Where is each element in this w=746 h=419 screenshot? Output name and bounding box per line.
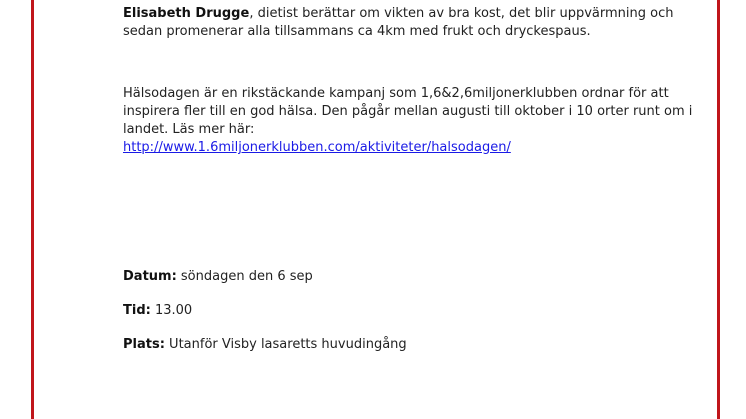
campaign-paragraph xyxy=(123,85,698,157)
time-value: 13.00 xyxy=(150,303,193,318)
event-date xyxy=(123,268,698,286)
place-value: Utanför Visby lasaretts huvudingång xyxy=(164,337,407,352)
intro-paragraph xyxy=(123,5,698,41)
read-more-link[interactable]: http://www.1.6miljonerklubben.com/aktiviteter/halsodagen/ xyxy=(123,140,511,155)
place-label: Plats: xyxy=(123,337,165,352)
event-time xyxy=(123,302,698,320)
intro-text: , dietist berättar om vikten av bra kost, det blir uppvärmning och sedan promenerar alla tillsammans ca 4km med frukt och dryckespaus. xyxy=(123,6,674,39)
date-value: söndagen den 6 sep xyxy=(176,269,313,284)
speaker-name: Elisabeth Drugge xyxy=(123,6,250,21)
content-frame xyxy=(31,0,720,419)
campaign-text: Hälsodagen är en rikstäckande kampanj som 1,6&2,6miljonerklubben ordnar för att inspirera fler till en god hälsa. Den pågår mellan augusti till oktober i 10 orter runt om i landet. Läs mer här: xyxy=(123,86,693,137)
event-place xyxy=(123,336,698,354)
date-label: Datum: xyxy=(123,269,177,284)
time-label: Tid: xyxy=(123,303,151,318)
